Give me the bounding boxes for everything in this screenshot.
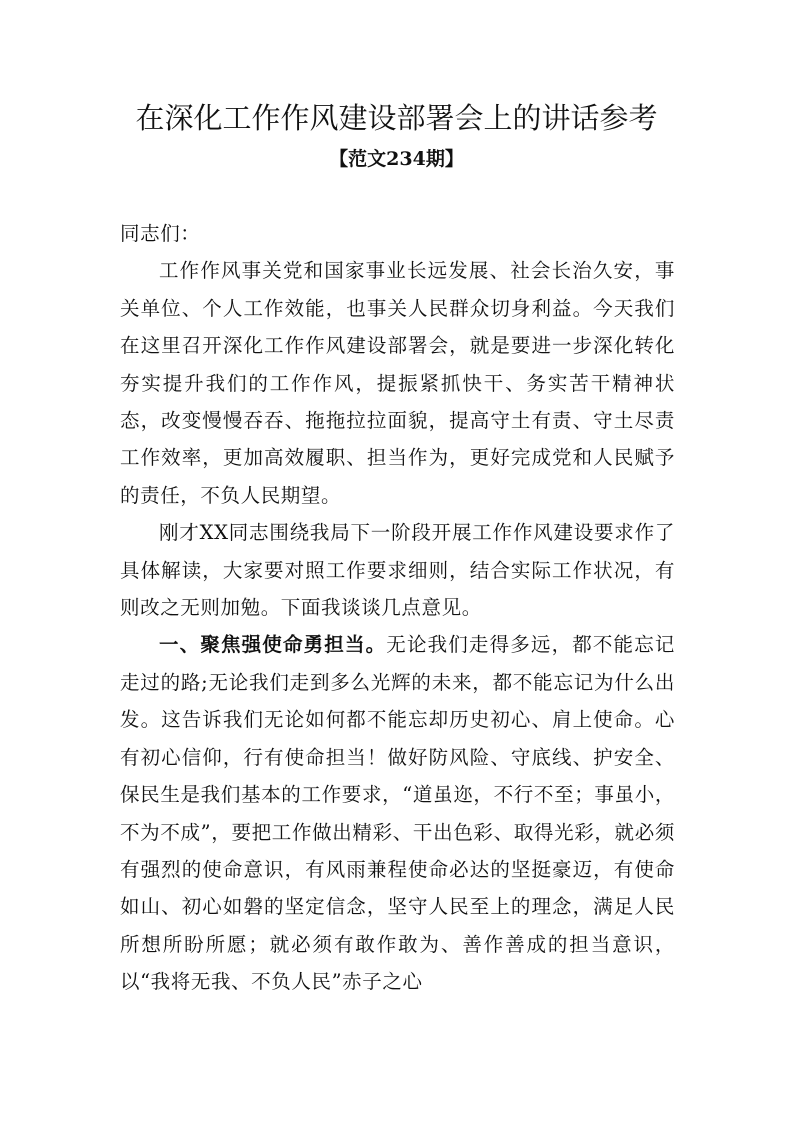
document-title: 在深化工作作风建设部署会上的讲话参考: [135, 101, 658, 135]
section-heading-1: 一、聚焦强使命勇担当。: [159, 633, 387, 657]
paragraph-2: [120, 514, 675, 626]
paragraph-3-text: 无论我们走得多远，都不能忘记走过的路;无论我们走到多么光辉的未来，都不能忘记为什么出发。这告诉我们无论如何都不能忘却历史初心、肩上使命。心有初心信仰，行有使命担当！做好防风险、守底线、护安全、保民生是我们基本的工作要求，“道虽迩，不行不至；事虽小，不为不成”，要把工作做出精彩、干出色彩、取得光彩，就必须有强烈的使命意识，有风雨兼程使命必达的坚挺豪迈，有使命如山、初心如磐的坚定信念，坚守人民至上的理念，满足人民所想所盼所愿；就必须有敢作敢为、善作善成的担当意识，以“我将无我、不负人民”赤子之心: [120, 633, 675, 994]
document-body: [120, 215, 675, 1001]
paragraph-1: [120, 252, 675, 514]
paragraph-2-text: 刚才XX同志围绕我局下一阶段开展工作作风建设要求作了具体解读，大家要对照工作要求细则，结合实际工作状况，有则改之无则加勉。下面我谈谈几点意见。: [120, 521, 675, 620]
paragraph-3: [120, 626, 675, 1000]
paragraph-1-text: 工作作风事关党和国家事业长远发展、社会长治久安，事关单位、个人工作效能，也事关人民群众切身利益。今天我们在这里召开深化工作作风建设部署会，就是要进一步深化转化夯实提升我们的工作作风，提振紧抓快干、务实苦干精神状态，改变慢慢吞吞、拖拖拉拉面貌，提高守土有责、守土尽责工作效率，更加高效履职、担当作为，更好完成党和人民赋予的责任，不负人民期望。: [120, 259, 675, 507]
greeting-line: 同志们：: [120, 222, 201, 245]
document-subtitle: 【范文234期】: [329, 148, 464, 170]
